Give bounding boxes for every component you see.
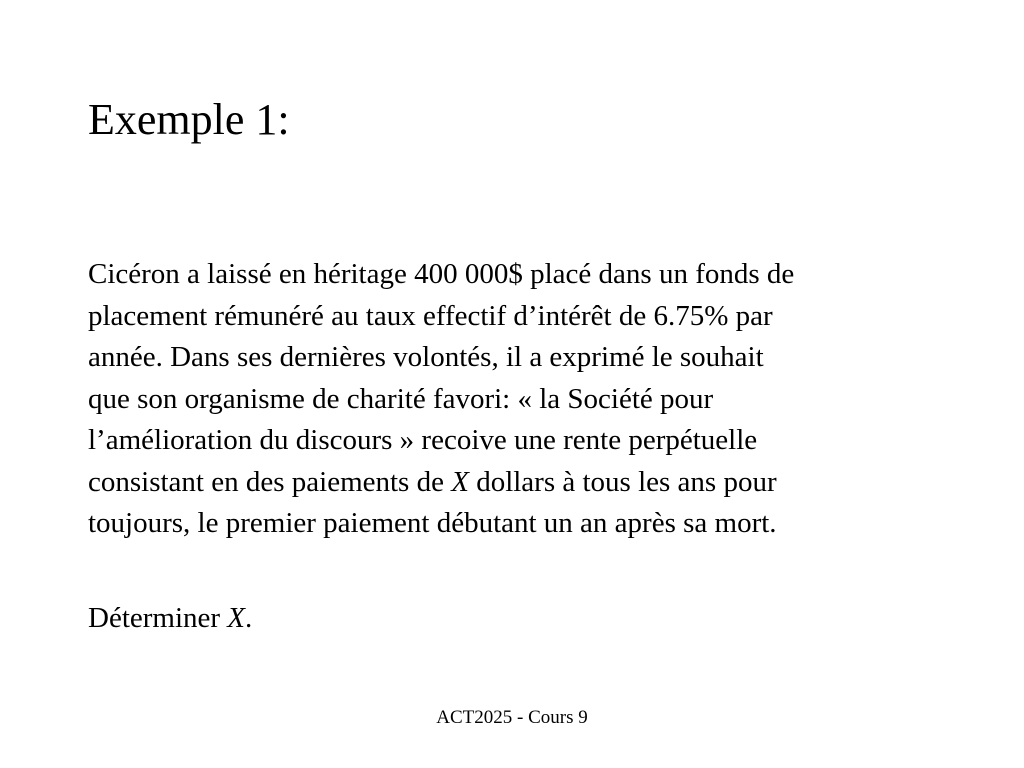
- question: [88, 598, 252, 640]
- text-fragment: dollars à tous les ans pour: [468, 465, 777, 498]
- slide-title: Exemple 1:: [88, 95, 290, 144]
- paragraph-line: Cicéron a laissé en héritage 400 000$ placé dans un fonds de: [88, 258, 795, 290]
- problem-statement: [88, 254, 948, 545]
- text-fragment: consistant en des paiements de: [88, 465, 452, 498]
- paragraph-line: toujours, le premier paiement débutant un an après sa mort.: [88, 507, 777, 539]
- paragraph-line: l’amélioration du discours » recoive une rente perpétuelle: [88, 424, 758, 456]
- problem-paragraph: [88, 254, 948, 545]
- paragraph-line: placement rémunéré au taux effectif d’intérêt de 6.75% par: [88, 299, 773, 332]
- slide-footer: ACT2025 - Cours 9: [436, 707, 588, 728]
- question-text: Déterminer: [88, 602, 228, 634]
- paragraph-line: année. Dans ses dernières volontés, il a exprimé le souhait: [88, 341, 764, 373]
- question-period: .: [245, 602, 253, 634]
- variable-x: X: [451, 465, 469, 498]
- paragraph-line: que son organisme de charité favori: « la Société pour: [88, 382, 714, 415]
- variable-x: X: [227, 602, 246, 634]
- paragraph-line: [88, 462, 948, 504]
